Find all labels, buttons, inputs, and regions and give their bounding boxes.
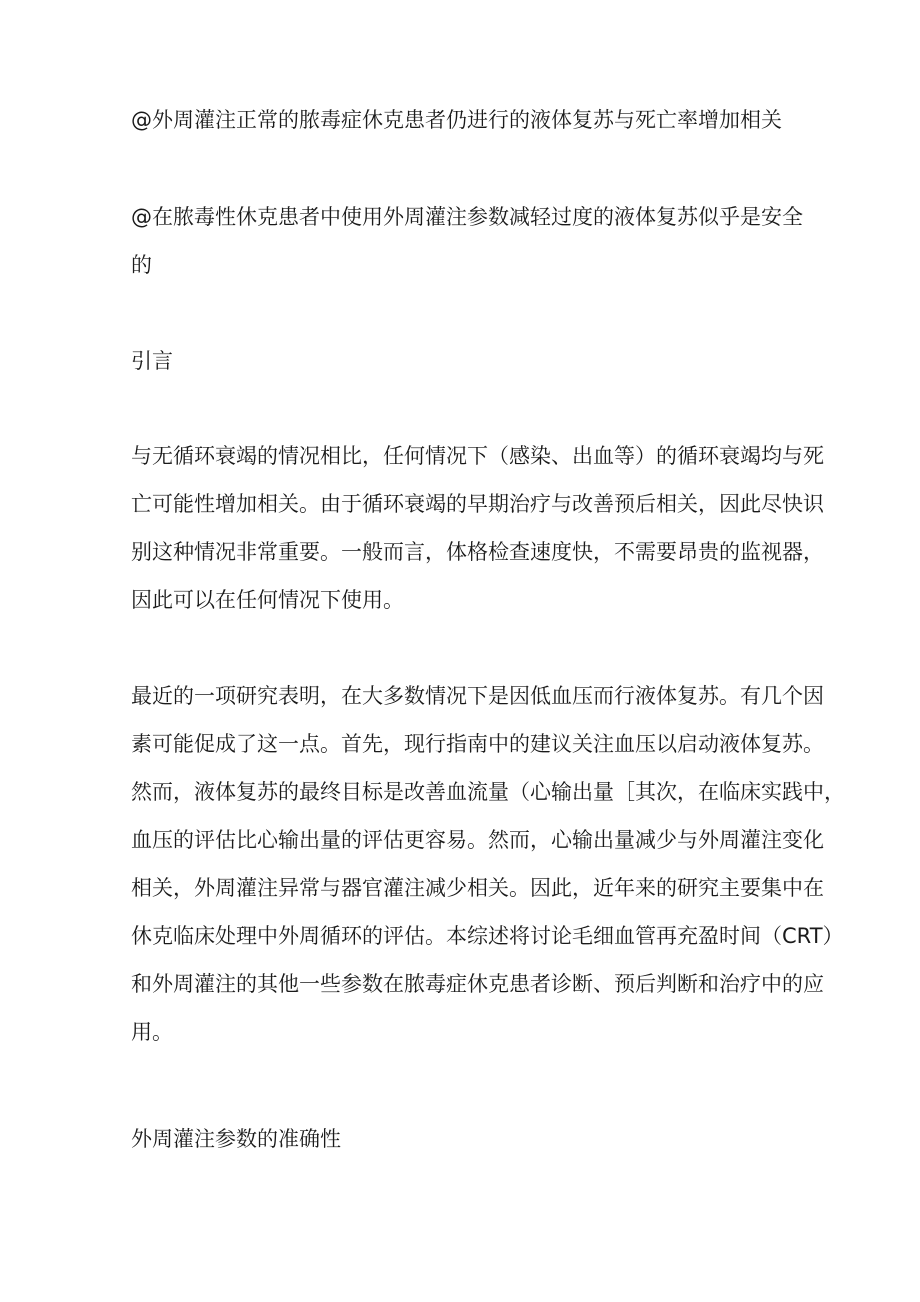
intro-p2-line-5: 相关，外周灌注异常与器官灌注减少相关。因此，近年来的研究主要集中在 — [131, 876, 824, 900]
intro-p2-line-8: 用。 — [131, 1020, 173, 1044]
intro-p2-line-3: 然而，液体复苏的最终目标是改善血流量（心输出量［其次，在临床实践中， — [131, 780, 845, 804]
highlight-2-line-1: @在脓毒性休克患者中使用外周灌注参数减轻过度的液体复苏似乎是安全 — [131, 205, 803, 229]
highlight-2-line-2: 的 — [131, 253, 152, 277]
intro-p1-line-4: 因此可以在任何情况下使用。 — [131, 588, 404, 612]
intro-p1-line-3: 别这种情况非常重要。一般而言，体格检查速度快，不需要昂贵的监视器， — [131, 540, 824, 564]
highlight-1-line-1: @外周灌注正常的脓毒症休克患者仍进行的液体复苏与死亡率增加相关 — [131, 108, 782, 132]
intro-p2-line-4: 血压的评估比心输出量的评估更容易。然而，心输出量减少与外周灌注变化 — [131, 828, 824, 852]
intro-p2-line-2: 素可能促成了这一点。首先，现行指南中的建议关注血压以启动液体复苏。 — [131, 732, 824, 756]
intro-p1-line-2: 亡可能性增加相关。由于循环衰竭的早期治疗与改善预后相关，因此尽快识 — [131, 492, 824, 516]
intro-p1-line-1: 与无循环衰竭的情况相比，任何情况下（感染、出血等）的循环衰竭均与死 — [131, 444, 824, 468]
accuracy-heading: 外周灌注参数的准确性 — [131, 1127, 341, 1151]
intro-heading: 引言 — [131, 349, 173, 373]
intro-p2-line-7: 和外周灌注的其他一些参数在脓毒症休克患者诊断、预后判断和治疗中的应 — [131, 972, 824, 996]
intro-p2-line-1: 最近的一项研究表明，在大多数情况下是因低血压而行液体复苏。有几个因 — [131, 684, 824, 708]
intro-p2-line-6: 休克临床处理中外周循环的评估。本综述将讨论毛细血管再充盈时间（CRT） — [131, 924, 844, 948]
